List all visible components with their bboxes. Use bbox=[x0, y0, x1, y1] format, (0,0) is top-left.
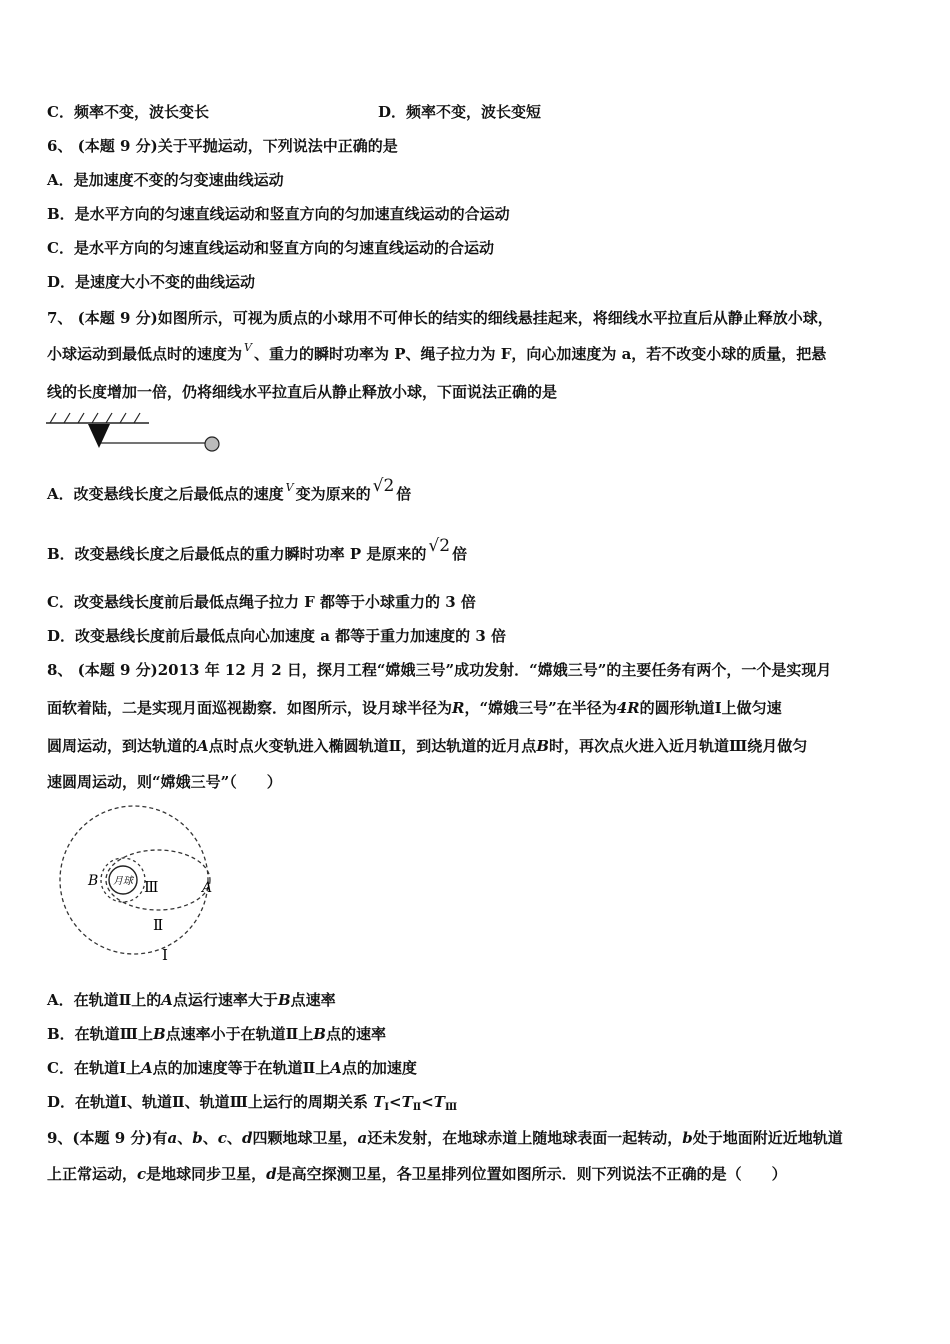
q6-option-c: C．是水平方向的匀速直线运动和竖直方向的匀速直线运动的合运动 bbox=[47, 239, 494, 257]
q8-stem-line3: 圆周运动，到达轨道的A点时点火变轨进入椭圆轨道Ⅱ，到达轨道的近月点B时，再次点火进入近月轨道Ⅲ绕月做匀 bbox=[47, 737, 808, 755]
point-a-label: A bbox=[202, 880, 213, 896]
orbit-3-label: Ⅲ bbox=[144, 878, 159, 896]
q7-option-c: C．改变悬线长度前后最低点绳子拉力 F 都等于小球重力的 3 倍 bbox=[47, 593, 476, 611]
q9-stem-line2: 上正常运动，c是地球同步卫星，d是高空探测卫星，各卫星排列位置如图所示．则下列说法不正确的是（ ） bbox=[47, 1165, 787, 1183]
q7-stem-line1: 7、 (本题 9 分)如图所示，可视为质点的小球用不可伸长的结实的细线悬挂起来，将细线水平拉直后从静止释放小球， bbox=[47, 309, 833, 327]
q9-stem-line1: 9、(本题 9 分)有a、b、c、d四颗地球卫星，a还未发射，在地球赤道上随地球表面一起转动，b处于地面附近近地轨道 bbox=[47, 1129, 843, 1147]
q7-option-d: D．改变悬线长度前后最低点向心加速度 a 都等于重力加速度的 3 倍 bbox=[47, 627, 507, 645]
q8-stem-line1: 8、 (本题 9 分)2013 年 12 月 2 日，探月工程“嫦娥三号”成功发射．“嫦娥三号”的主要任务有两个，一个是实现月 bbox=[47, 661, 832, 679]
q8-option-c: C．在轨道Ⅰ上A点的加速度等于在轨道Ⅱ上A点的加速度 bbox=[47, 1059, 417, 1077]
pendulum-diagram bbox=[44, 410, 229, 456]
orbit-2-label: Ⅱ bbox=[153, 916, 164, 934]
orbit-1-label: Ⅰ bbox=[162, 946, 168, 964]
orbit-diagram bbox=[40, 800, 230, 968]
q5-option-d: D．频率不变，波长变短 bbox=[378, 103, 542, 121]
velocity-symbol: V bbox=[285, 481, 294, 494]
q7-stem-line3: 线的长度增加一倍，仍将细线水平拉直后从静止释放小球，下面说法正确的是 bbox=[47, 383, 558, 401]
q7-stem-line2: 小球运动到最低点时的速度为 $^V$ 、重力的瞬时功率为 P、绳子拉力为 F，向心加速度为 a，若不改变小球的质量，把悬 bbox=[47, 341, 827, 363]
q6-option-a: A．是加速度不变的匀变速曲线运动 bbox=[47, 171, 284, 189]
velocity-symbol: V bbox=[244, 341, 252, 354]
q6-stem: 6、 (本题 9 分)关于平抛运动，下列说法中正确的是 bbox=[47, 137, 398, 155]
sqrt2-expression: √2 bbox=[428, 536, 451, 556]
sqrt2-expression: √2 bbox=[372, 476, 395, 496]
q8-option-b: B．在轨道Ⅲ上B点速率小于在轨道Ⅱ上B点的速率 bbox=[47, 1025, 386, 1043]
q8-stem-line4: 速圆周运动，则“嫦娥三号”（ ） bbox=[47, 773, 282, 791]
moon-label: 月球 bbox=[113, 876, 133, 887]
q5-option-c: C．频率不变，波长变长 bbox=[47, 103, 209, 121]
q8-stem-line2: 面软着陆，二是实现月面巡视勘察．如图所示，设月球半径为R，“嫦娥三号”在半径为4R的圆形轨道Ⅰ上做匀速 bbox=[47, 699, 782, 717]
q7-option-a: A．改变悬线长度之后最低点的速度 $^V$ 变为原来的 √2 倍 bbox=[47, 476, 412, 503]
q6-option-b: B．是水平方向的匀速直线运动和竖直方向的匀加速直线运动的合运动 bbox=[47, 205, 510, 223]
q8-option-d: D．在轨道Ⅰ、轨道Ⅱ、轨道Ⅲ上运行的周期关系 $T_Ⅰ<T_Ⅱ<T_Ⅲ$ bbox=[47, 1093, 458, 1113]
q8-option-a: A．在轨道Ⅱ上的A点运行速率大于B点速率 bbox=[47, 991, 336, 1009]
q6-option-d: D．是速度大小不变的曲线运动 bbox=[47, 273, 256, 291]
q7-option-b: B．改变悬线长度之后最低点的重力瞬时功率 P 是原来的 √2 倍 bbox=[47, 536, 468, 563]
point-b-label: B bbox=[88, 873, 99, 889]
